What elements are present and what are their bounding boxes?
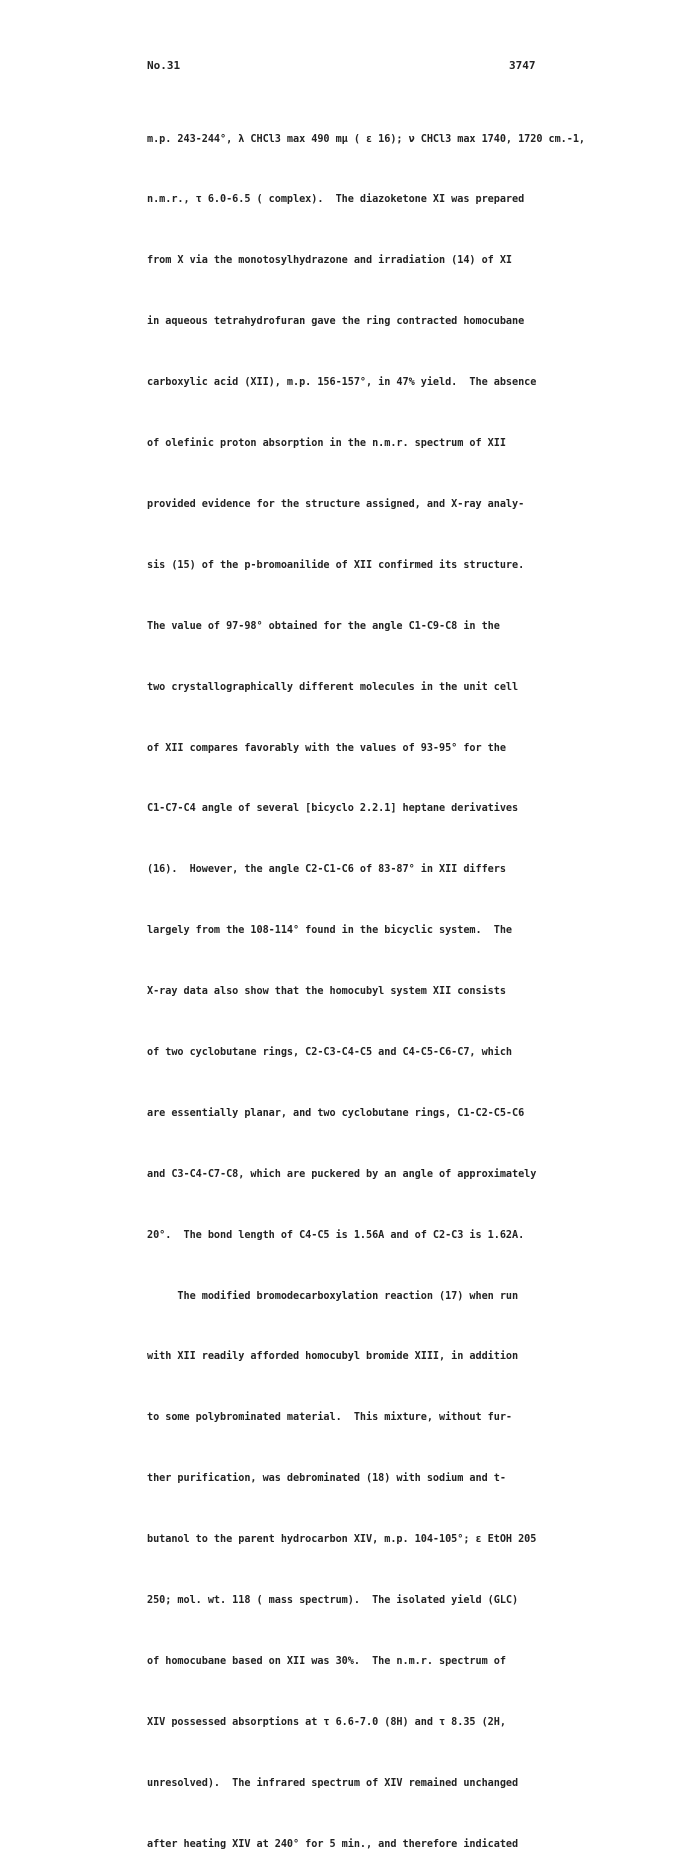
text-line: 20°. The bond length of C4-C5 is 1.56A and of C2-C3 is 1.62A.: [147, 1229, 525, 1241]
text-line: after heating XIV at 240° for 5 min., and therefore indicated: [147, 1838, 519, 1850]
text-line: of two cyclobutane rings, C2-C3-C4-C5 and C4-C5-C6-C7, which: [147, 1046, 513, 1058]
text-line: unresolved). The infrared spectrum of XIV remained unchanged: [147, 1777, 519, 1789]
text-line: The value of 97-98° obtained for the angle C1-C9-C8 in the: [147, 620, 500, 632]
text-line: X-ray data also show that the homocubyl system XII consists: [147, 986, 506, 998]
text-line: in aqueous tetrahydrofuran gave the ring contracted homocubane: [147, 316, 525, 328]
text-line: (16). However, the angle C2-C1-C6 of 83-87° in XII differs: [147, 864, 506, 876]
text-line: two crystallographically different molecules in the unit cell: [147, 681, 519, 693]
text-line: provided evidence for the structure assigned, and X-ray analy-: [147, 498, 525, 510]
text-line: n.m.r., τ 6.0-6.5 ( complex). The diazoketone XI was prepared: [147, 194, 525, 206]
text-line: C1-C7-C4 angle of several [bicyclo 2.2.1] heptane derivatives: [147, 803, 519, 815]
text-line: carboxylic acid (XII), m.p. 156-157°, in 47% yield. The absence: [147, 377, 537, 389]
text-line: The modified bromodecarboxylation reaction (17) when run: [147, 1290, 519, 1302]
text-line: are essentially planar, and two cyclobutane rings, C1-C2-C5-C6: [147, 1107, 525, 1119]
journal-number: No.31: [147, 59, 181, 72]
text-line: butanol to the parent hydrocarbon XIV, m.p. 104-105°; ε EtOH 205: [147, 1534, 537, 1546]
text-line: of olefinic proton absorption in the n.m.r. spectrum of XII: [147, 438, 506, 450]
body-text: [147, 89, 586, 1866]
text-line: with XII readily afforded homocubyl bromide XIII, in addition: [147, 1351, 519, 1363]
text-line: of homocubane based on XII was 30%. The n.m.r. spectrum of: [147, 1655, 506, 1667]
text-line: XIV possessed absorptions at τ 6.6-7.0 (8H) and τ 8.35 (2H,: [147, 1716, 506, 1728]
text-line: m.p. 243-244°, λ CHCl3 max 490 mμ ( ε 16); ν CHCl3 max 1740, 1720 cm.-1,: [147, 133, 586, 145]
text-line: and C3-C4-C7-C8, which are puckered by an angle of approximately: [147, 1168, 537, 1180]
text-line: of XII compares favorably with the values of 93-95° for the: [147, 742, 506, 754]
text-line: from X via the monotosylhydrazone and irradiation (14) of XI: [147, 255, 513, 267]
text-line: 250; mol. wt. 118 ( mass spectrum). The isolated yield (GLC): [147, 1594, 519, 1606]
text-line: to some polybrominated material. This mixture, without fur-: [147, 1412, 513, 1424]
page-number: 3747: [509, 59, 536, 72]
text-line: sis (15) of the p-bromoanilide of XII confirmed its structure.: [147, 559, 525, 571]
text-line: ther purification, was debrominated (18) with sodium and t-: [147, 1473, 506, 1485]
text-line: largely from the 108-114° found in the bicyclic system. The: [147, 925, 513, 937]
